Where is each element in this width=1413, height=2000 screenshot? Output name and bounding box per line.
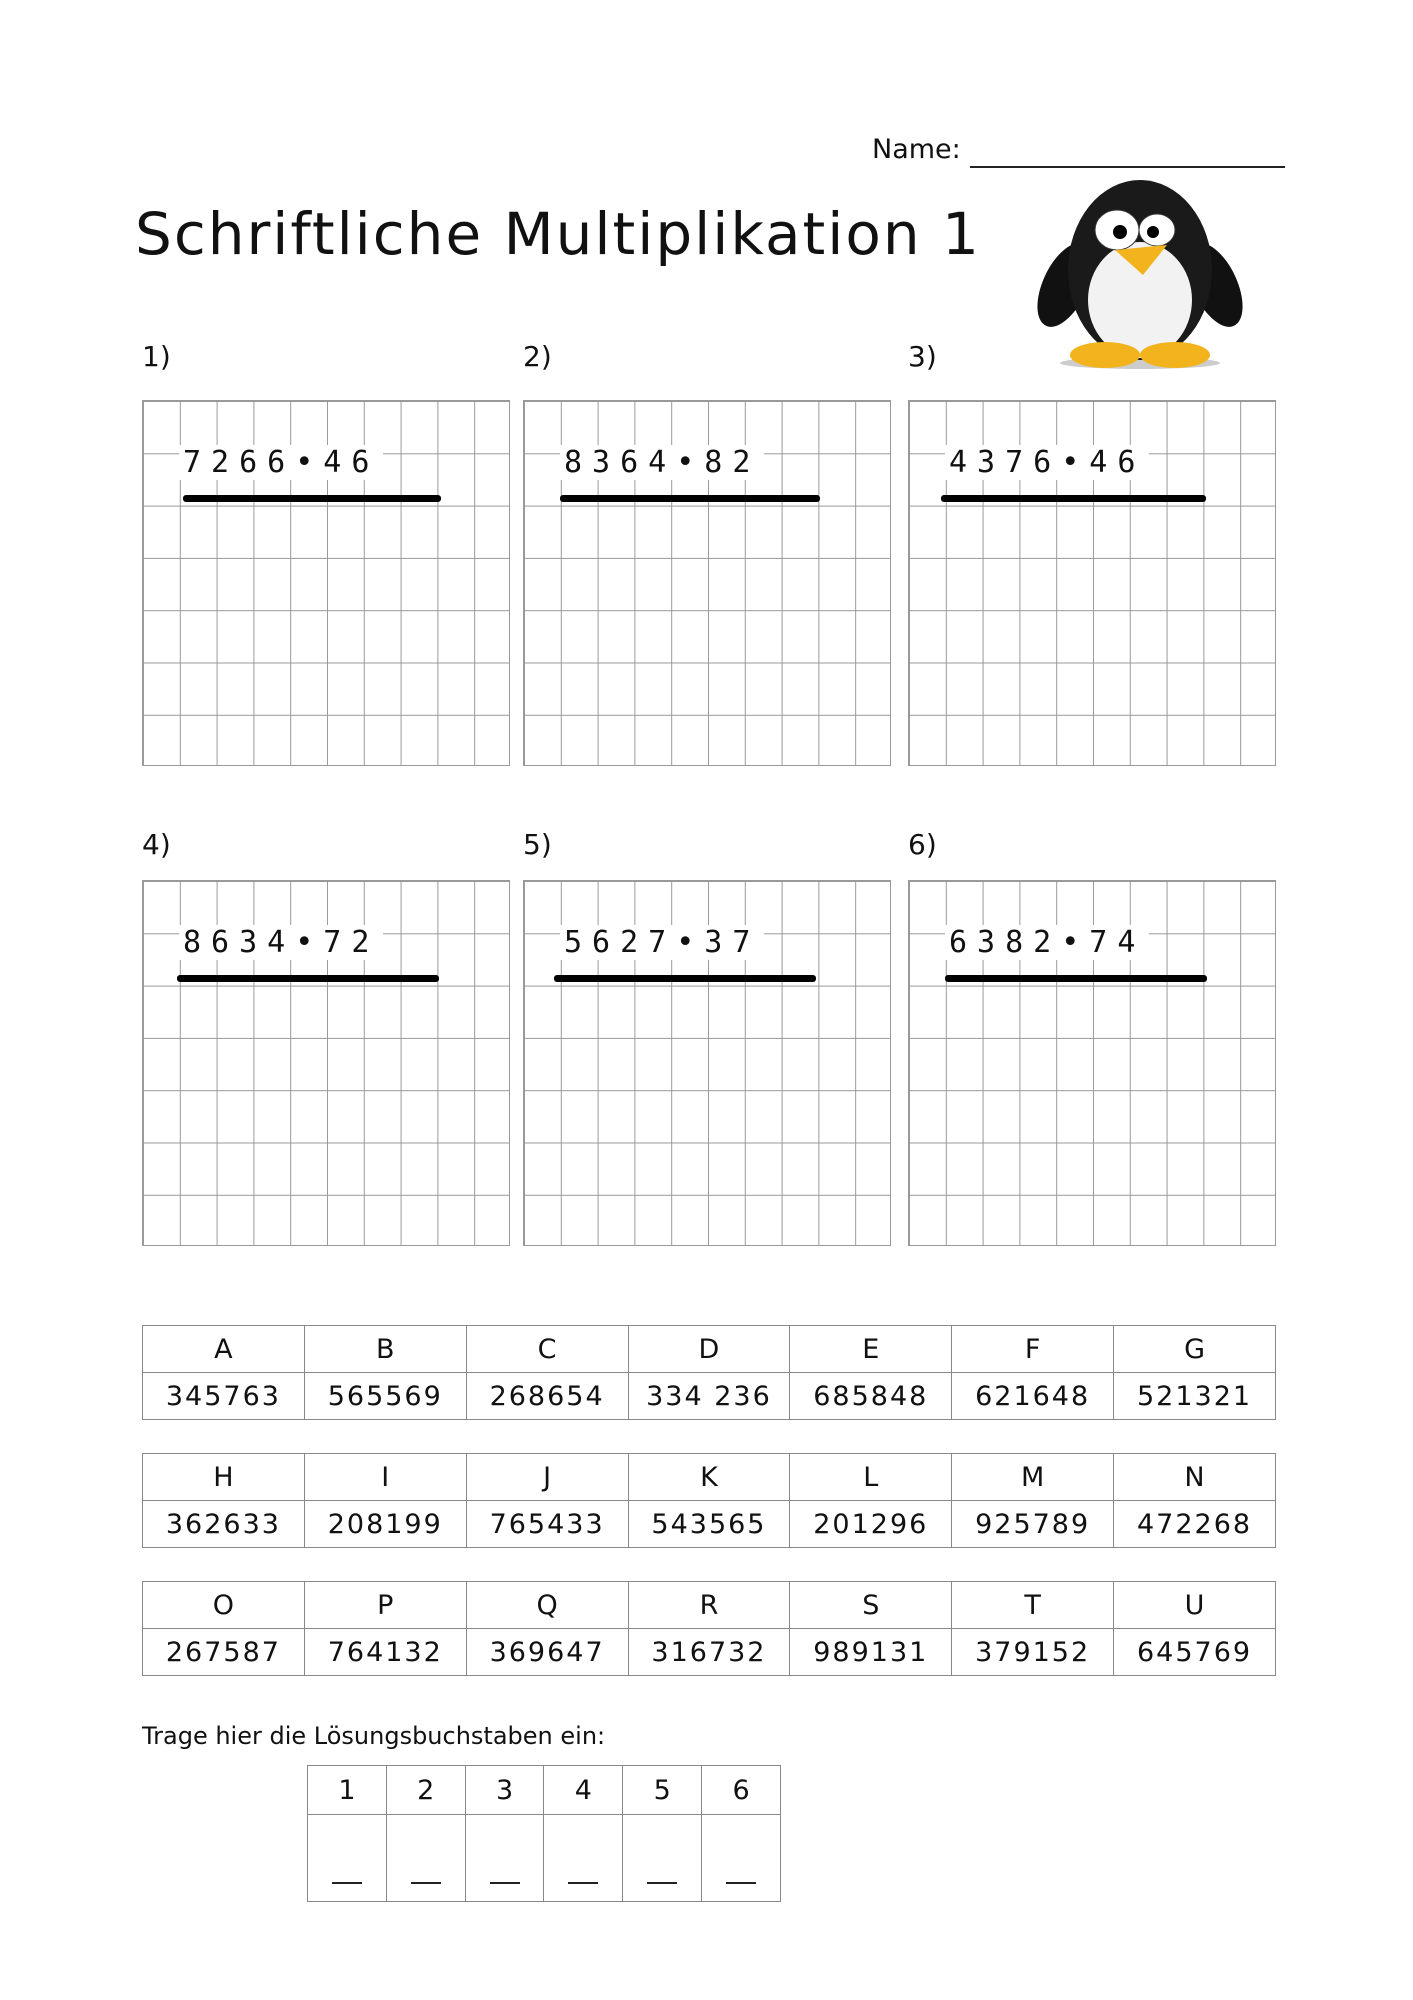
key-value: 925789 [952,1501,1114,1548]
task-expression: 6382•74 [945,925,1149,960]
name-field[interactable] [970,166,1285,168]
answer-blank-line [726,1882,756,1884]
key-value: 764132 [304,1629,466,1676]
key-letter: B [304,1326,466,1373]
work-grid[interactable] [523,400,891,766]
answer-number: 5 [623,1766,702,1815]
answer-blank-row [308,1815,781,1902]
key-letter: M [952,1454,1114,1501]
answer-slot[interactable] [465,1815,544,1902]
key-letter: L [790,1454,952,1501]
value-row [143,1629,1276,1676]
key-letter: C [466,1326,628,1373]
work-grid[interactable] [523,880,891,1246]
key-letter: G [1114,1326,1276,1373]
key-letter: D [628,1326,790,1373]
answer-slot[interactable] [702,1815,781,1902]
name-label: Name: [872,134,961,165]
task-underline [554,975,816,982]
key-value: 685848 [790,1373,952,1420]
task-expression: 8634•72 [179,925,383,960]
answer-blank-line [411,1882,441,1884]
task-underline [183,495,441,502]
key-value: 316732 [628,1629,790,1676]
task-expression: 8364•82 [560,445,764,480]
key-value: 334 236 [628,1373,790,1420]
task-underline [945,975,1207,982]
key-letter: E [790,1326,952,1373]
letter-key-table [142,1581,1276,1676]
key-letter: O [143,1582,305,1629]
key-letter: N [1114,1454,1276,1501]
key-value: 521321 [1114,1373,1276,1420]
problem-number: 2) [523,340,552,373]
task-expression: 5627•37 [560,925,764,960]
letter-row [143,1582,1276,1629]
problem-number: 1) [142,340,171,373]
key-letter: S [790,1582,952,1629]
work-grid[interactable] [142,400,510,766]
key-value: 379152 [952,1629,1114,1676]
answer-number: 4 [544,1766,623,1815]
answer-slot[interactable] [623,1815,702,1902]
task-underline [941,495,1206,502]
key-letter: T [952,1582,1114,1629]
answer-number: 3 [465,1766,544,1815]
answer-number: 2 [386,1766,465,1815]
task-expression: 7266•46 [179,445,383,480]
problem-number: 4) [142,828,171,861]
key-letter: A [143,1326,305,1373]
answer-slot[interactable] [308,1815,387,1902]
value-row [143,1501,1276,1548]
page-title: Schriftliche Multiplikation 1 [135,200,981,268]
answer-table [307,1765,781,1902]
key-value: 765433 [466,1501,628,1548]
key-letter: Q [466,1582,628,1629]
task-underline [177,975,439,982]
answer-number-row [308,1766,781,1815]
problem-number: 6) [908,828,937,861]
penguin-illustration [1035,175,1245,370]
key-value: 267587 [143,1629,305,1676]
letter-key-table [142,1453,1276,1548]
key-letter: K [628,1454,790,1501]
answer-number: 6 [702,1766,781,1815]
key-letter: H [143,1454,305,1501]
work-grid[interactable] [908,880,1276,1246]
answer-slot[interactable] [386,1815,465,1902]
answer-blank-line [568,1882,598,1884]
problem-number: 3) [908,340,937,373]
answer-instruction: Trage hier die Lösungsbuchstaben ein: [142,1722,606,1750]
answer-slot[interactable] [544,1815,623,1902]
answer-number: 1 [308,1766,387,1815]
key-letter: F [952,1326,1114,1373]
key-value: 621648 [952,1373,1114,1420]
key-letter: P [304,1582,466,1629]
key-letter: U [1114,1582,1276,1629]
key-value: 208199 [304,1501,466,1548]
task-underline [560,495,820,502]
key-value: 201296 [790,1501,952,1548]
key-value: 369647 [466,1629,628,1676]
letter-key-table [142,1325,1276,1420]
key-letter: I [304,1454,466,1501]
letter-row [143,1326,1276,1373]
value-row [143,1373,1276,1420]
answer-blank-line [647,1882,677,1884]
problem-number: 5) [523,828,552,861]
answer-blank-line [332,1882,362,1884]
key-value: 345763 [143,1373,305,1420]
work-grid[interactable] [142,880,510,1246]
key-value: 989131 [790,1629,952,1676]
key-value: 472268 [1114,1501,1276,1548]
key-letter: J [466,1454,628,1501]
key-value: 645769 [1114,1629,1276,1676]
answer-blank-line [490,1882,520,1884]
key-value: 362633 [143,1501,305,1548]
key-letter: R [628,1582,790,1629]
key-value: 268654 [466,1373,628,1420]
task-expression: 4376•46 [945,445,1149,480]
key-value: 543565 [628,1501,790,1548]
key-value: 565569 [304,1373,466,1420]
work-grid[interactable] [908,400,1276,766]
letter-row [143,1454,1276,1501]
